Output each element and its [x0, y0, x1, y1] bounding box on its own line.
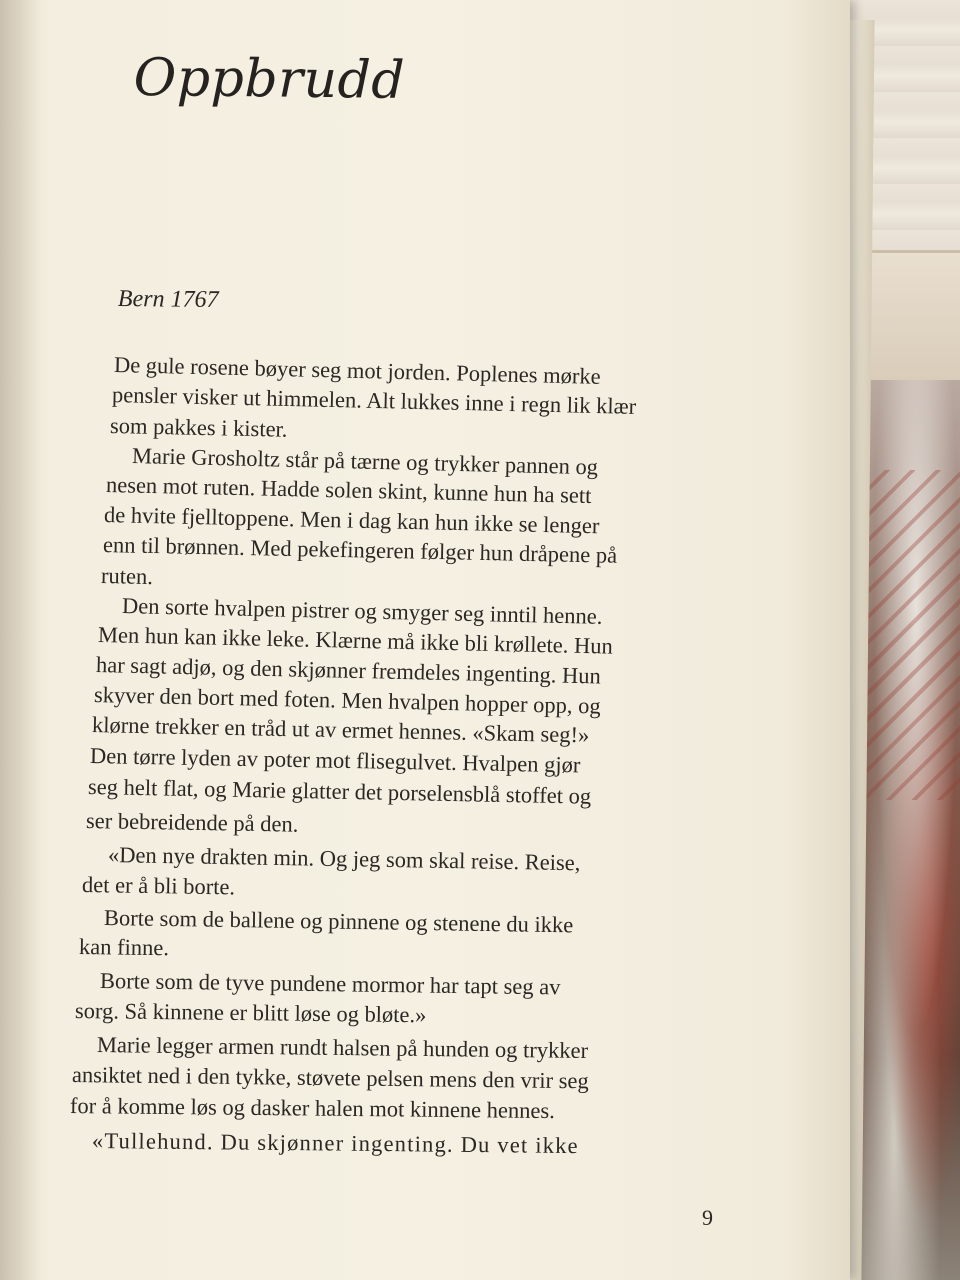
place-date-heading: Bern 1767 [117, 286, 219, 314]
body-line: som pakkes i kister. [109, 413, 288, 442]
body-line: De gule rosene bøyer seg mot jorden. Poplenes mørke [113, 352, 601, 389]
body-line: Den sorte hvalpen pistrer og smyger seg inntil henne. [121, 593, 603, 629]
body-line: Marie Grosholtz står på tærne og trykker pannen og [131, 443, 599, 480]
body-line: ser bebreidende på den. [85, 808, 299, 837]
body-line: nesen mot ruten. Hadde solen skint, kunne hun ha sett [105, 472, 592, 509]
striped-cloth [865, 470, 960, 800]
body-line: sorg. Så kinnene er blitt løse og bløte.» [74, 998, 427, 1028]
body-line: seg helt flat, og Marie glatter det porselensblå stoffet og [87, 774, 592, 809]
wooden-edge [860, 250, 960, 383]
body-line: kan finne. [78, 934, 170, 961]
body-line: Borte som de ballene og pinnene og stenene du ikke [103, 905, 574, 938]
page-number: 9 [702, 1205, 713, 1230]
chapter-title: Oppbrudd [133, 48, 406, 111]
body-line: Den tørre lyden av poter mot flisegulvet. Hvalpen gjør [89, 743, 581, 778]
body-line: de hvite fjelltoppene. Men i dag kan hun ikke se lenger [103, 502, 600, 539]
body-line: Borte som de tyve pundene mormor har tapt seg av [99, 968, 561, 1000]
body-line: det er å bli borte. [81, 872, 236, 900]
body-line: «Den nye drakten min. Og jeg som skal reise. Reise, [107, 842, 581, 876]
body-line: for å komme løs og dasker halen mot kinnene hennes. [69, 1093, 555, 1124]
body-line: pensler visker ut himmelen. Alt lukkes inne i regn lik klær [111, 382, 637, 419]
gutter-shadow [0, 0, 40, 1280]
body-line: ruten. [100, 563, 154, 590]
body-line: har sagt adjø, og den skjønner fremdeles ingenting. Hun [95, 652, 602, 689]
body-line: Men hun kan ikke leke. Klærne må ikke bli krøllete. Hun [97, 622, 614, 659]
body-line: Marie legger armen rundt halsen på hunden og trykker [96, 1032, 589, 1063]
body-line: «Tullehund. Du skjønner ingenting. Du vet ikke [91, 1128, 579, 1159]
body-line: ansiktet ned i den tykke, støvete pelsen mens den vrir seg [71, 1062, 589, 1094]
body-line: klørne trekker en tråd ut av ermet hennes. «Skam seg!» [91, 712, 590, 748]
body-line: enn til brønnen. Med pekefingeren følger hun dråpene på [102, 532, 618, 568]
body-line: skyver den bort med foten. Men hvalpen hopper opp, og [93, 682, 601, 719]
